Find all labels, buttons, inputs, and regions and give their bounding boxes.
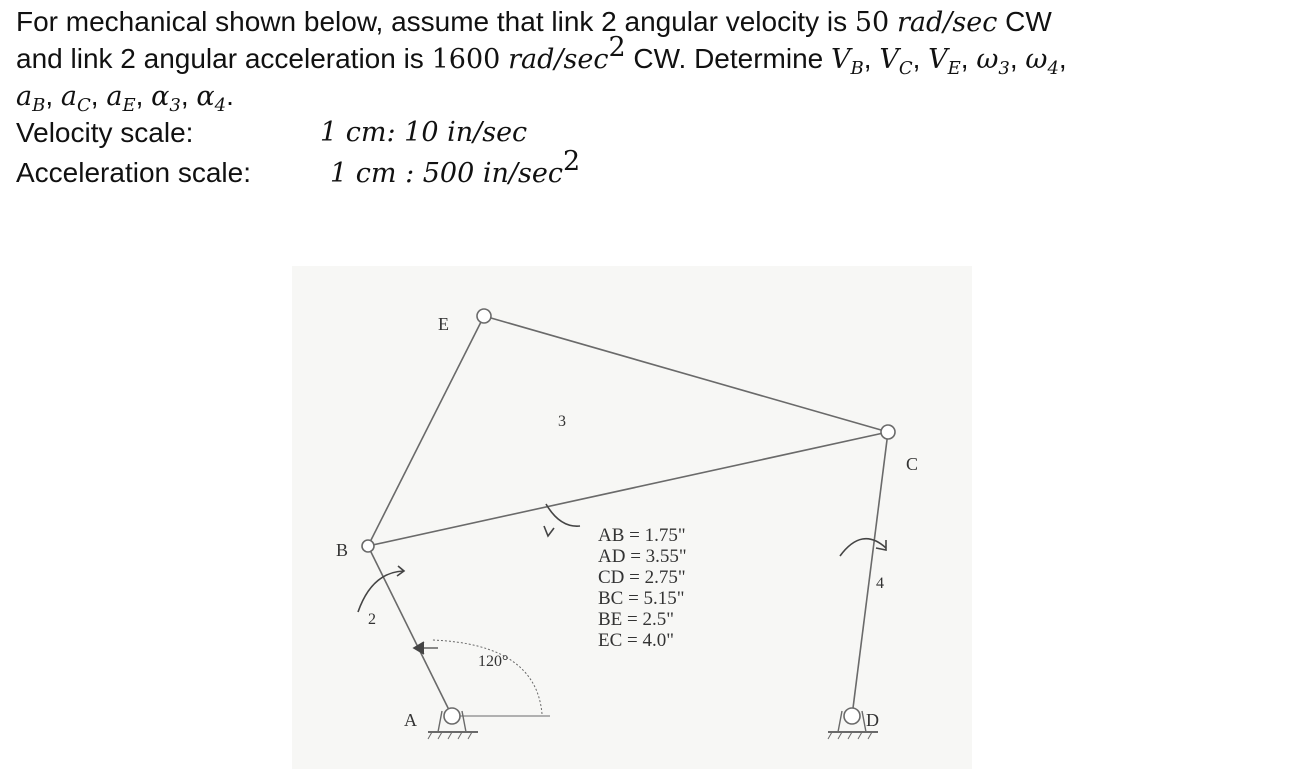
label-C: C [906,454,919,474]
alpha2-direction: CW. Determine [633,43,824,74]
dimension-item: BE = 2.5" [598,609,674,630]
link-CD [852,432,888,716]
unknown-vE: $V_E$ [928,44,961,79]
label-link4: 4 [876,575,884,592]
angle-label: 120° [478,653,509,670]
problem-line-3: $a_B$, $a_C$, $a_E$, $\alpha_3$, $\alpha_4$. [16,80,234,116]
omega2-direction: CW [1005,6,1052,37]
unknown-w3: $\omega_3$ [976,44,1010,79]
four-bar-linkage-diagram [292,266,972,769]
unknown-al3: $\alpha_3$ [151,81,181,116]
alpha2-exponent: 2 [608,32,626,63]
unknown-aB: $a_B$ [16,81,46,116]
pin-C [881,425,895,439]
label-link2: 2 [368,611,376,628]
pin-D [844,708,860,724]
omega2-unit: rad/sec [897,7,998,38]
angle-arc [432,640,542,714]
pin-B [362,540,374,552]
link-BE [368,316,484,546]
link-EC [484,316,888,432]
alpha2-unit: rad/sec [508,44,609,75]
dimension-item: EC = 4.0" [598,630,674,651]
acceleration-scale-row [16,146,1276,197]
alpha2-value: 1600 [431,44,501,75]
link4-rotation-arrow [840,539,886,556]
dimension-item: AD = 3.55" [598,546,687,567]
unknown-al4: $\alpha_4$ [196,81,227,116]
problem-line-1 [16,4,1276,41]
acceleration-scale-label: Acceleration scale: [16,157,252,188]
problem-statement [16,4,1276,197]
label-A: A [404,710,417,730]
dimension-list [598,525,687,651]
unknown-aC: $a_C$ [60,81,91,116]
unknown-vC: $V_C$ [879,44,913,79]
velocity-scale-value: 1 cm: 10 in/sec [320,117,528,148]
problem-line-2: and link 2 angular acceleration is 1600 rad/$\sec^2$ CW. Determine $V_B$, $V_C$, $V_E$, $\omega_3$, $\omega_4$, [16,32,1067,79]
link-AB [368,546,452,716]
intro-text: For mechanical shown below, assume that link 2 angular velocity is [16,6,848,37]
unknown-vB: $V_B$ [831,44,864,79]
label-E: E [438,314,449,334]
label-link3: 3 [558,413,566,430]
velocity-scale-row [16,115,1276,155]
dimension-item: CD = 2.75" [598,567,686,588]
velocity-scale-label: Velocity scale: [16,117,194,148]
link3-rotation-arrow [546,504,580,526]
dimension-item: BC = 5.15" [598,588,685,609]
omega2-value: 50 [854,7,890,38]
line2-text: and link 2 angular acceleration is [16,43,424,74]
pin-A [444,708,460,724]
label-B: B [336,540,349,560]
unknown-w4: $\omega_4$ [1025,44,1059,79]
label-D: D [866,710,879,730]
unknown-aE: $a_E$ [106,81,136,116]
mechanism-figure [292,266,972,769]
dimension-item: AB = 1.75" [598,525,686,546]
pin-E [477,309,491,323]
acceleration-scale-value: 1 cm : 500 $in/\sec^2$ [330,146,581,189]
